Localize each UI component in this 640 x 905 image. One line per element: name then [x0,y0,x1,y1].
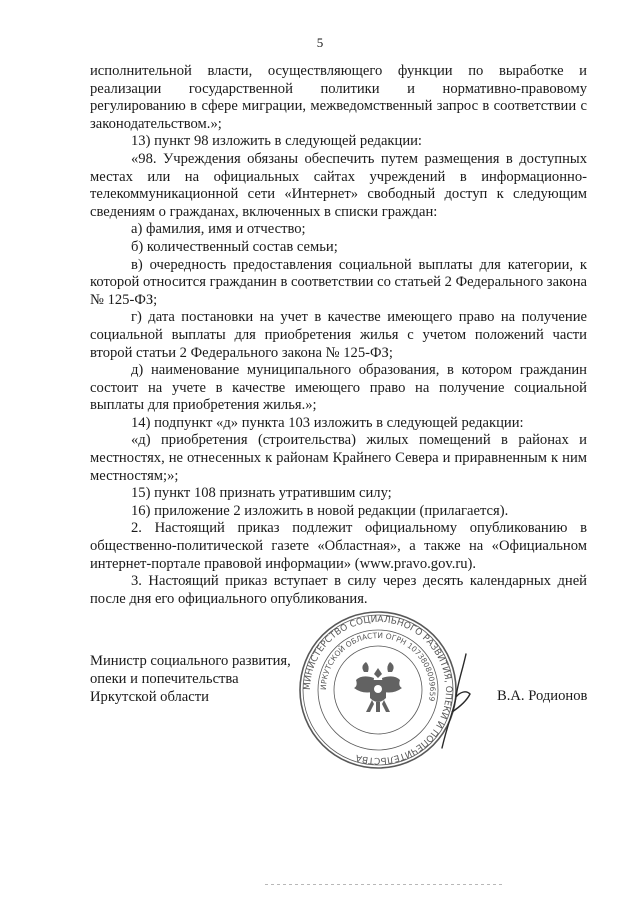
document-body [90,63,587,608]
paragraph: 2. Настоящий приказ подлежит официальному опубликованию в общественно-политической газете «Областная», а также на «Официальном интернет-портале правовой информации» (www.pravo.gov.ru). [90,520,587,572]
paragraph: 15) пункт 108 признать утратившим силу; [131,485,392,502]
page-number: 5 [316,35,324,50]
eagle-emblem-icon [354,662,402,712]
paragraph: «98. Учреждения обязаны обеспечить путем размещения в доступных местах или на официальных сайтах учреждений в информационно-телекоммуникационной сети «Интернет» свободный доступ к следующим сведениям о гражданах, включенных в списки граждан: [90,150,587,220]
signatory-name: В.А. Родионов [497,688,588,704]
paragraph: 13) пункт 98 изложить в следующей редакции: [131,133,422,150]
signatory-position [90,652,310,706]
paragraph: исполнительной власти, осуществляющего функции по выработке и реализации государственной политики и нормативно-правовому регулированию в сфере миграции, межведомственный запрос в соответствии с законодательством.»; [90,63,587,132]
paragraph: 3. Настоящий приказ вступает в силу через десять календарных дней после дня его официального опубликования. [90,573,587,607]
seal-outer-text: МИНИСТЕРСТВО СОЦИАЛЬНОГО РАЗВИТИЯ, ОПЕКИ И ПОПЕЧИТЕЛЬСТВА [302,614,454,766]
signatory-position-line: Министр социального развития, [90,653,291,669]
signatory-position-line: Иркутской области [90,689,209,705]
paragraph: 14) подпункт «д» пункта 103 изложить в следующей редакции: [131,414,524,431]
seal-inner-text: ИРКУТСКОЙ ОБЛАСТИ ОГРН 1073808009659 [318,630,438,703]
paragraph: «д) приобретения (строительства) жилых помещений в районах и местностях, не отнесенных к районам Крайнего Севера и приравненным к ним местностям;»; [90,432,587,484]
scan-artifact-line [265,884,505,885]
paragraph: д) наименование муниципального образования, в котором гражданин состоит на учете в качестве имеющего право на получение социальной выплаты для приобретения жилья.»; [90,362,587,414]
official-seal [298,610,458,770]
signatory-position-line: опеки и попечительства [90,671,239,687]
paragraph: г) дата постановки на учет в качестве имеющего право на получение социальной выплаты для приобретения жилья с учетом положений части второй статьи 2 Федерального закона № 125-ФЗ; [90,309,587,361]
paragraph: в) очередность предоставления социальной выплаты для категории, к которой относится гражданин в соответствии со статьей 2 Федерального закона № 125-ФЗ; [90,256,587,308]
paragraph: б) количественный состав семьи; [131,238,338,255]
paragraph: а) фамилия, имя и отчество; [131,221,306,238]
handwritten-signature [436,652,476,752]
paragraph: 16) приложение 2 изложить в новой редакции (прилагается). [131,502,509,519]
